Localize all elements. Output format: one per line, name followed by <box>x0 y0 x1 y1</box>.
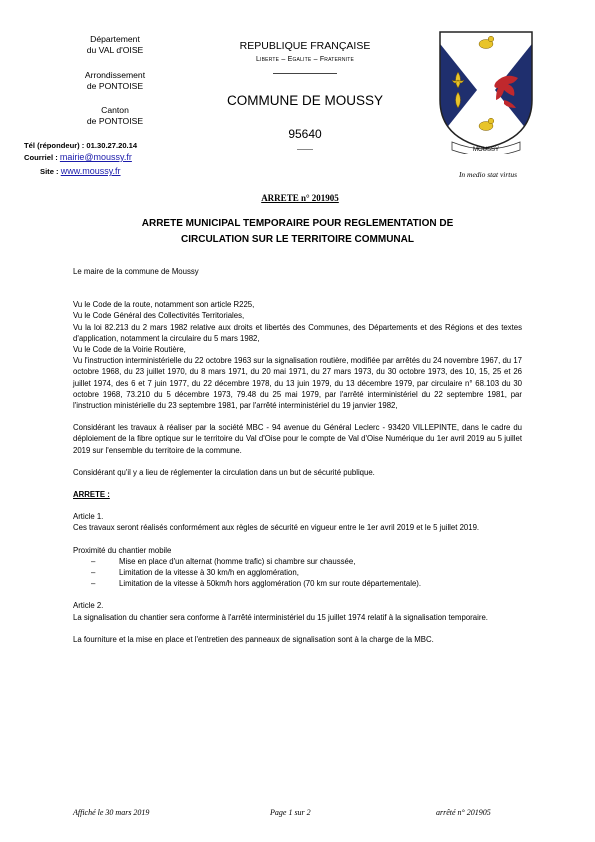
document-title <box>73 216 522 248</box>
considerant-paragraph: Considérant les travaux à réaliser par la société MBC - 94 avenue du Général Leclerc - 93420 VILLEPINTE, dans le cadre du déploiement de la fibre optique sur le territoire du Val d'Oise pour le compte de Val d'Oise Numérique du 1er avril 2019 au 5 juillet 2019 sur l'ensemble du territoire de la commune. <box>73 423 522 455</box>
divider <box>273 73 337 74</box>
title-line: CIRCULATION SUR LE TERRITOIRE COMMUNAL <box>181 234 414 245</box>
site-link[interactable]: www.moussy.fr <box>60 166 121 176</box>
postcode: 95640 <box>288 127 322 141</box>
telephone-text: Tél (répondeur) : 01.30.27.20.14 <box>24 141 138 150</box>
document-body <box>73 266 522 645</box>
vu-line: Vu le Code de la Voirie Routière, <box>73 345 186 355</box>
canton-label: Canton <box>101 105 129 115</box>
proximite-title: Proximité du chantier mobile <box>73 545 172 555</box>
article-title: Article 1. <box>73 512 104 522</box>
crest-motto: In medio stat virtus <box>458 170 518 179</box>
considerant-paragraph: Considérant qu'il y a lieu de réglementer la circulation dans un but de sécurité publique. <box>73 467 375 477</box>
arrondissement-label: Arrondissement <box>84 70 146 80</box>
arrondissement-value: de PONTOISE <box>86 81 144 91</box>
list-item: – Limitation de la vitesse à 30 km/h en agglomération, <box>73 567 522 578</box>
devise: Liberte – Egalite – Fraternite <box>255 56 355 63</box>
footer-affiche: Affiché le 30 mars 2019 <box>73 808 150 817</box>
footer-page: Page 1 sur 2 <box>270 808 311 817</box>
arrondissement-block <box>40 70 190 92</box>
article-text: Ces travaux seront réalisés conformément aux règles de sécurité en vigueur entre le 1er avril 2019 et le 5 juillet 2019. <box>73 523 480 533</box>
email-link[interactable]: mairie@moussy.fr <box>59 152 132 162</box>
email-label: Courriel : <box>24 153 58 162</box>
canton-block <box>40 105 190 127</box>
departement-value: du VAL d'OISE <box>86 45 144 55</box>
vu-line: Vu le Code de la route, notamment son article R225, <box>73 300 255 310</box>
intro-paragraph: Le maire de la commune de Moussy <box>73 267 199 276</box>
crest-banner: MOUSSY <box>472 147 500 153</box>
email-line <box>24 152 132 163</box>
commune-title: COMMUNE DE MOUSSY <box>226 93 383 108</box>
vu-line: Vu l'instruction interministérielle du 22 octobre 1963 sur la signalisation routière, modifiée par arrêtés du 24 novembre 1967, du 17 octobre 1968, du 23 juillet 1970, du 8 mars 1971, du 20 mai 1971, du 27 mars 1973, du 30 octobre 1973, des 10, 15, 25 et 26 juillet 1974, des 6 et 7 juin 1977, du 22 décembre 1978, du 13 juin 1979, du 13 décembre 1979, par circulaire n° 68.103 du 30 octobre 1968, 73.210 du 5 décembre 1973, 79.48 du 25 mai 1979, par l'arrêté interministériel du 22 septembre 1981, par l'instruction ministérielle du 23 septembre 1981, par l'arrêté interministériel du 19 janvier 1982, <box>73 356 522 411</box>
canton-value: de PONTOISE <box>86 116 144 126</box>
telephone-line <box>24 140 137 151</box>
arrete-label: ARRETE : <box>73 490 110 500</box>
article-text: La signalisation du chantier sera conforme à l'arrêté interministériel du 15 juillet 1974 relatif à la signalisation temporaire. <box>73 612 488 622</box>
fourniture-paragraph: La fourniture et la mise en place et l'entretien des panneaux de signalisation sont à la charge de la MBC. <box>73 634 434 644</box>
departement-block <box>40 34 190 56</box>
proximite-list <box>73 556 522 590</box>
arrete-number: ARRETE n° 201905 <box>261 193 339 203</box>
vu-line: Vu la loi 82.213 du 2 mars 1982 relative aux droits et libertés des Communes, des Départements et des Régions et des textes d'application, notamment la circulaire du 5 mars 1982, <box>73 322 522 343</box>
list-item: – Limitation de la vitesse à 50km/h hors agglomération (70 km sur route départementale). <box>73 578 522 589</box>
site-label: Site : <box>40 167 59 176</box>
list-item: – Mise en place d'un alternat (homme trafic) si chambre sur chaussée, <box>73 556 522 567</box>
departement-label: Département <box>90 34 140 44</box>
crest-icon <box>438 30 534 154</box>
divider <box>297 149 313 150</box>
moussy-crest <box>438 30 534 154</box>
site-line <box>40 166 121 177</box>
footer-ref: arrêté n° 201905 <box>436 808 491 817</box>
article-title: Article 2. <box>73 601 104 611</box>
vu-line: Vu le Code Général des Collectivités Territoriales, <box>73 311 245 321</box>
title-line: ARRETE MUNICIPAL TEMPORAIRE POUR REGLEMENTATION DE <box>141 218 454 229</box>
republique-title: REPUBLIQUE FRANÇAISE <box>239 40 371 52</box>
